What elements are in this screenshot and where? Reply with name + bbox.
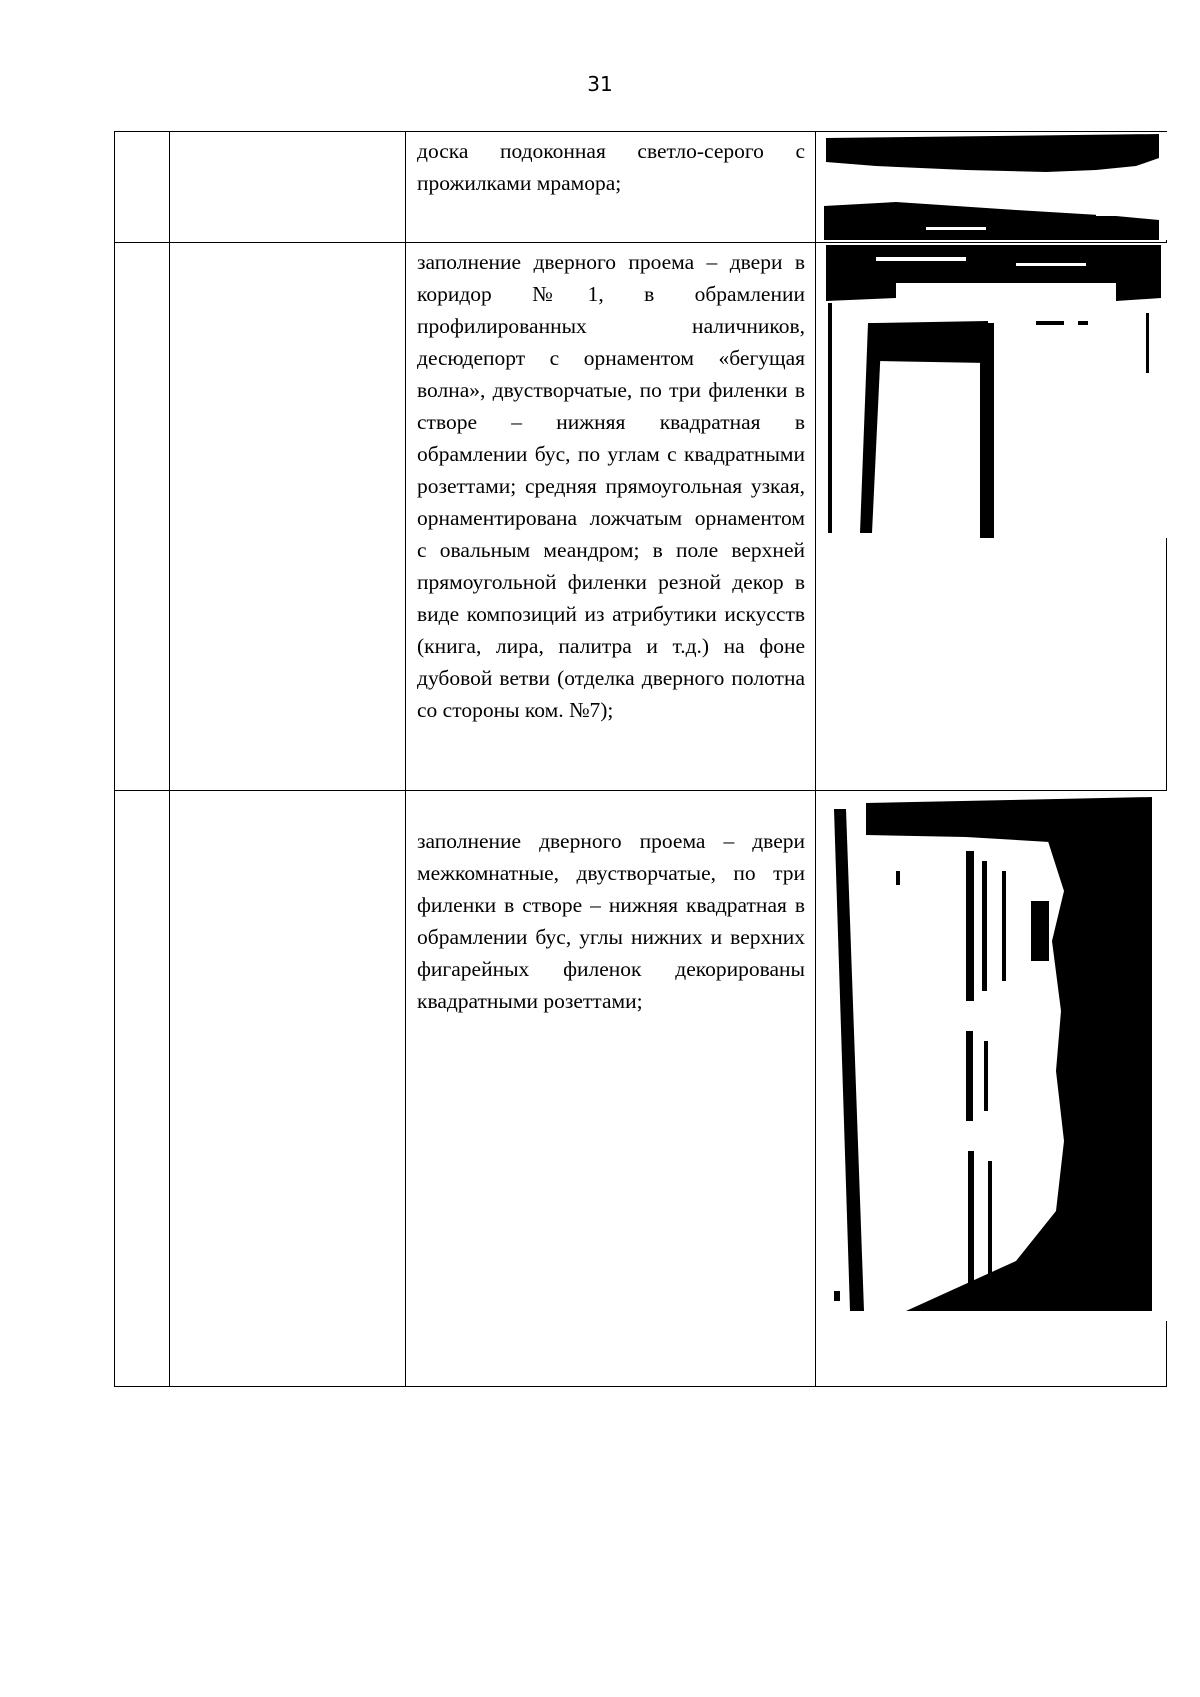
description-cell <box>406 243 816 791</box>
description-text: заполнение дверного проема – двери межкомнатные, двустворчатые, по три филенки в створе – нижняя квадратная в обрамлении бус, углы нижних и верхних фигарейных филенок декорированы квадратными розеттами; <box>417 829 805 1013</box>
window-sill-photo <box>816 132 1167 240</box>
table-row <box>115 791 1167 1387</box>
page-number: 31 <box>587 72 613 96</box>
number-cell <box>115 243 170 791</box>
number-cell <box>115 132 170 243</box>
number-cell <box>115 791 170 1387</box>
door-frame-photo <box>816 243 1167 538</box>
photo-cell <box>816 243 1167 791</box>
description-text: доска подоконная светло-серого с прожилками мрамора; <box>417 139 805 195</box>
description-cell <box>406 791 816 1387</box>
name-cell <box>170 132 406 243</box>
photo-cell <box>816 791 1167 1387</box>
interior-door-photo <box>816 791 1167 1321</box>
photo-cell <box>816 132 1167 243</box>
name-cell <box>170 791 406 1387</box>
inventory-table <box>114 131 1167 1387</box>
table-row <box>115 132 1167 243</box>
name-cell <box>170 243 406 791</box>
description-text: заполнение дверного проема – двери в коридор №1, в обрамлении профилированных наличников, десюдепорт с орнаментом «бегущая волна», двустворчатые, по три филенки в створе – нижняя квадратная в обрамлении бус, по углам с квадратными розеттами; средняя прямоугольная узкая, орнаментирована ложчатым орнаментом с овальным меандром; в поле верхней прямоугольной филенки резной декор в виде композиций из атрибутики искусств (книга, лира, палитра и т.д.) на фоне дубовой ветви (отделка дверного полотна со стороны ком. №7); <box>417 250 805 722</box>
description-cell <box>406 132 816 243</box>
table-row <box>115 243 1167 791</box>
